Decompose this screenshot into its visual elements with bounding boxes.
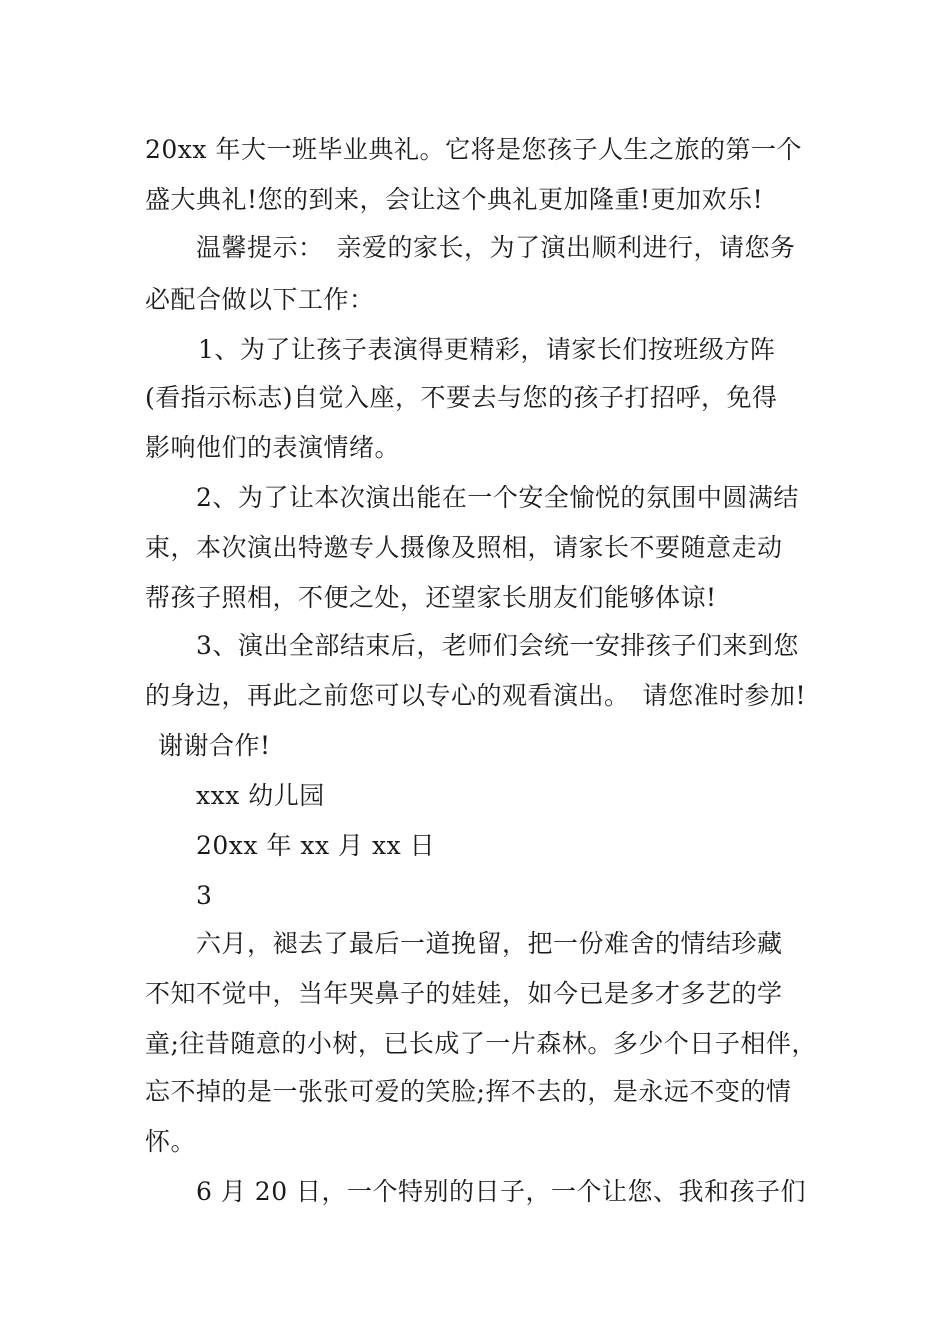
text-line: 的身边，再此之前您可以专心的观看演出。 请您准时参加!	[145, 681, 807, 710]
text-line: 六月，褪去了最后一道挽留，把一份难舍的情结珍藏	[196, 929, 783, 958]
text-line: 6 月 20 日，一个特别的日子，一个让您、我和孩子们	[196, 1177, 807, 1206]
text-line: 温馨提示： 亲爱的家长，为了演出顺利进行，请您务	[196, 233, 796, 262]
text-line: 2、为了让本次演出能在一个安全愉悦的氛围中圆满结	[196, 483, 799, 512]
text-line: 盛大典礼!您的到来，会让这个典礼更加隆重!更加欢乐!	[145, 185, 764, 214]
text-line: 帮孩子照相，不便之处，还望家长朋友们能够体谅!	[145, 583, 717, 612]
text-line: 必配合做以下工作：	[145, 285, 375, 314]
text-line: 20xx 年大一班毕业典礼。它将是您孩子人生之旅的第一个	[145, 135, 802, 164]
text-line: 影响他们的表演情绪。	[145, 433, 401, 462]
signature-date: 20xx 年 xx 月 xx 日	[196, 831, 436, 860]
text-line: 束，本次演出特邀专人摄像及照相，请家长不要随意走动	[145, 533, 783, 562]
text-line: 忘不掉的是一张张可爱的笑脸;挥不去的，是永远不变的情	[145, 1077, 792, 1106]
text-line: 谢谢合作!	[158, 731, 271, 760]
text-line: 3、演出全部结束后，老师们会统一安排孩子们来到您	[196, 631, 799, 660]
text-line: 怀。	[145, 1127, 197, 1156]
text-line: 1、为了让孩子表演得更精彩，请家长们按班级方阵	[198, 335, 776, 364]
signature-org: xxx 幼儿园	[196, 781, 325, 810]
text-line: 不知不觉中，当年哭鼻子的娃娃，如今已是多才多艺的学	[145, 979, 783, 1008]
text-line: 童;往昔随意的小树，已长成了一片森林。多少个日子相伴，	[145, 1029, 817, 1058]
text-line: (看指示标志)自觉入座，不要去与您的孩子打招呼，免得	[145, 383, 778, 412]
section-number: 3	[196, 881, 213, 910]
